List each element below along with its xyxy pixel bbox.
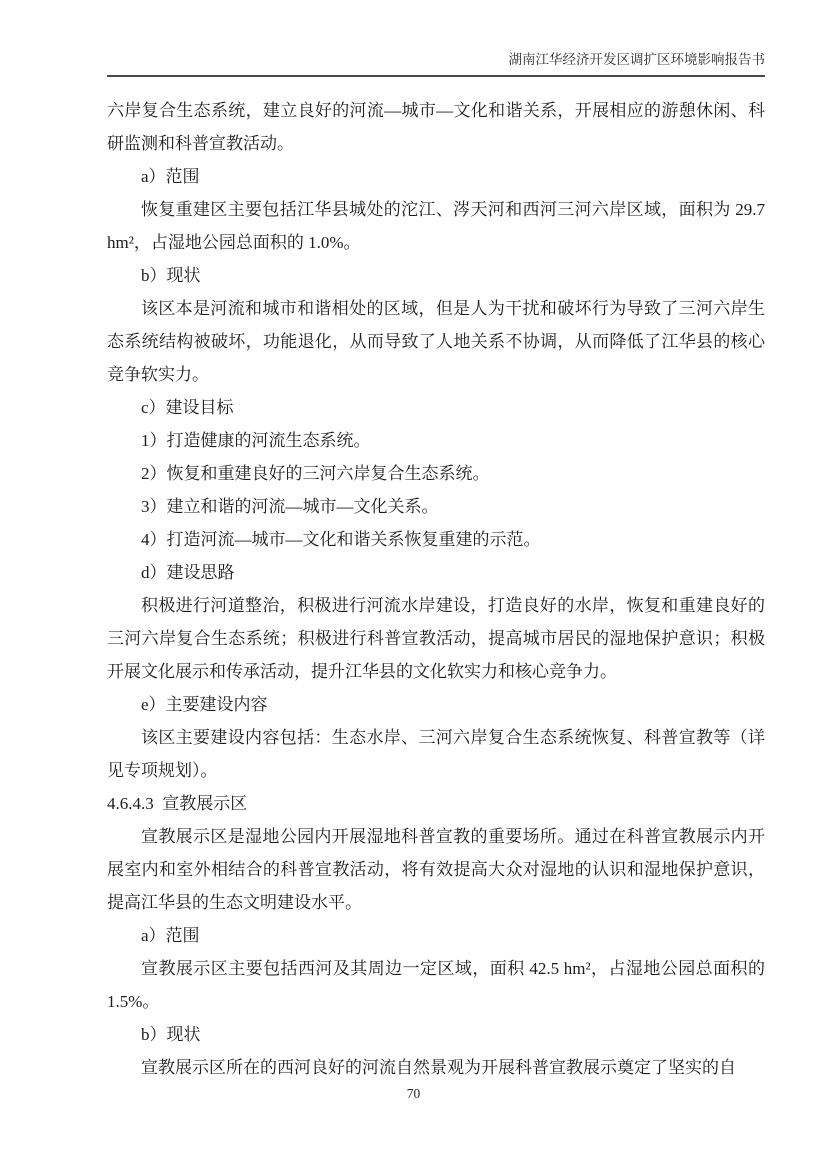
paragraph: 3）建立和谐的河流—城市—文化关系。 <box>141 497 439 516</box>
section-heading: 4.6.4.3 宣教展示区 <box>107 794 248 813</box>
paragraph: 该区本是河流和城市和谐相处的区域，但是人为干扰和破坏行为导致了三河六岸生态系统结构被破坏，功能退化，从而导致了人地关系不协调，从而降低了江华县的核心竞争软实力。 <box>107 299 765 384</box>
paragraph: e）主要建设内容 <box>141 695 268 714</box>
paragraph: a）范围 <box>141 167 200 186</box>
paragraph: b）现状 <box>141 266 201 285</box>
header-title: 湖南江华经济开发区调扩区环境影响报告书 <box>508 52 765 67</box>
paragraph: c）建设目标 <box>141 398 234 417</box>
paragraph: b）现状 <box>141 1025 201 1044</box>
paragraph: 4）打造河流—城市—文化和谐关系恢复重建的示范。 <box>141 530 541 549</box>
paragraph: 宣教展示区主要包括西河及其周边一定区域，面积 42.5 hm²，占湿地公园总面积的 1.5%。 <box>107 959 765 1011</box>
page-header <box>107 50 765 77</box>
paragraph: 2）恢复和重建良好的三河六岸复合生态系统。 <box>141 464 490 483</box>
paragraph: 该区主要建设内容包括：生态水岸、三河六岸复合生态系统恢复、科普宣教等（详见专项规划）。 <box>107 728 765 780</box>
paragraph: 六岸复合生态系统，建立良好的河流—城市—文化和谐关系，开展相应的游憩休闲、科研监测和科普宣教活动。 <box>107 101 765 153</box>
paragraph: 1）打造健康的河流生态系统。 <box>141 431 371 450</box>
paragraph: 恢复重建区主要包括江华县城处的沱江、涔天河和西河三河六岸区域，面积为 29.7 hm²，占湿地公园总面积的 1.0%。 <box>107 200 765 252</box>
document-body <box>107 94 765 1084</box>
page-number: 70 <box>406 1086 421 1101</box>
page-footer <box>0 1086 827 1102</box>
paragraph: 积极进行河道整治，积极进行河流水岸建设，打造良好的水岸，恢复和重建良好的三河六岸复合生态系统；积极进行科普宣教活动，提高城市居民的湿地保护意识；积极开展文化展示和传承活动，提升江华县的文化软实力和核心竞争力。 <box>107 596 765 681</box>
paragraph: 宣教展示区是湿地公园内开展湿地科普宣教的重要场所。通过在科普宣教展示内开展室内和室外相结合的科普宣教活动，将有效提高大众对湿地的认识和湿地保护意识，提高江华县的生态文明建设水平。 <box>107 827 765 912</box>
paragraph: 宣教展示区所在的西河良好的河流自然景观为开展科普宣教展示奠定了坚实的自 <box>141 1058 736 1077</box>
paragraph: d）建设思路 <box>141 563 235 582</box>
paragraph: a）范围 <box>141 926 200 945</box>
